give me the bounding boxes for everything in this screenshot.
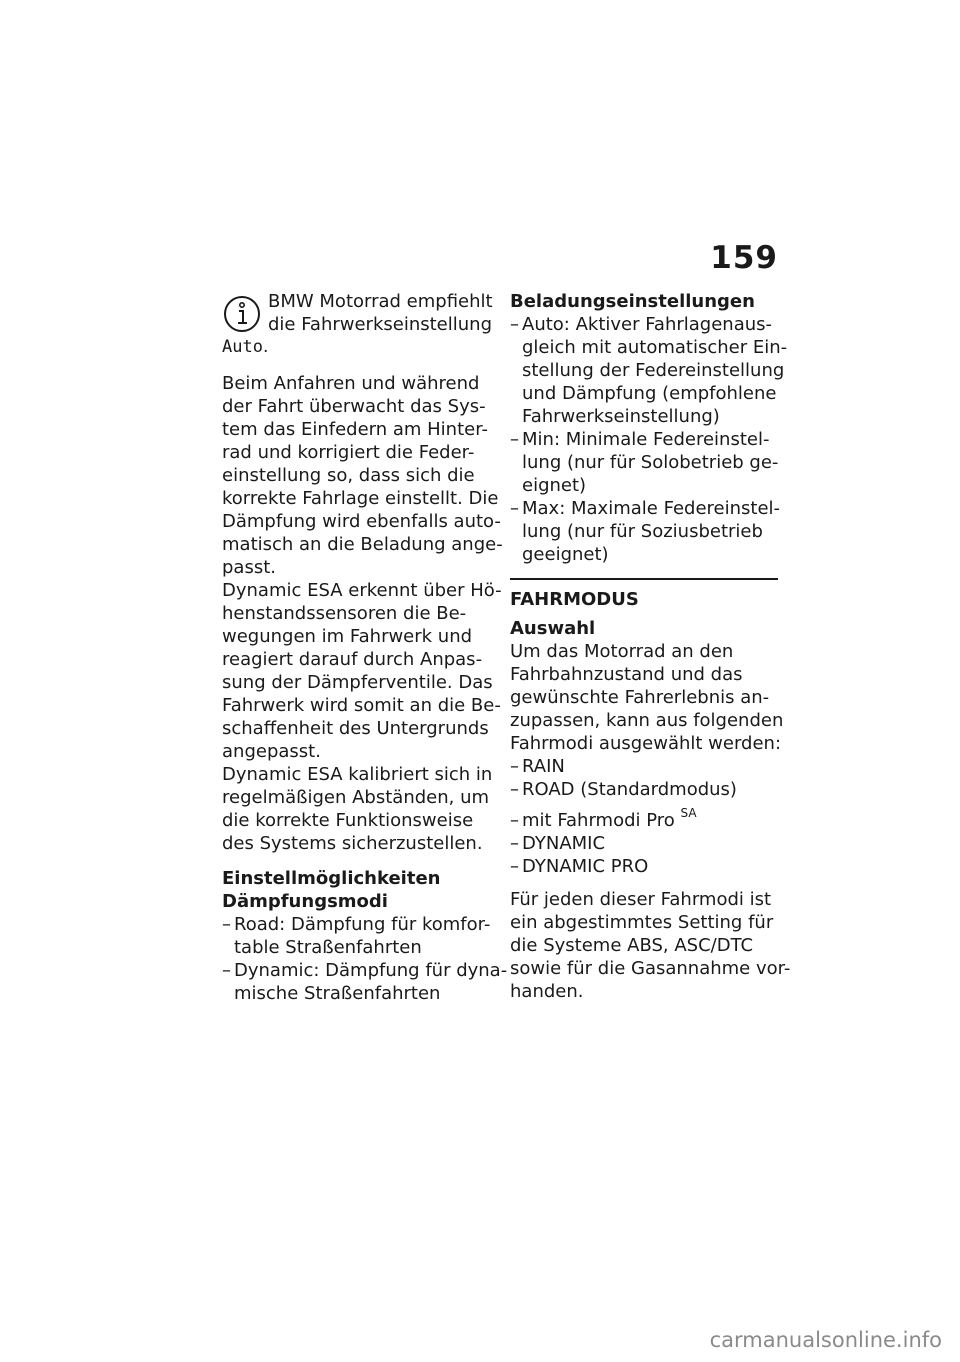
list-item — [222, 913, 490, 959]
pro-label: mit Fahrmodi Pro — [522, 810, 675, 831]
text-line: matisch an die Beladung ange- — [222, 534, 503, 555]
text-line: gleich mit automatischer Ein- — [522, 337, 788, 358]
dash: – — [510, 429, 519, 450]
text-line: tem das Einfedern am Hinter- — [222, 419, 488, 440]
text-line: Fahrbahnzustand und das — [510, 664, 743, 685]
dash: – — [510, 810, 519, 831]
dash: – — [510, 856, 519, 877]
text-line: DYNAMIC — [522, 833, 606, 854]
code-text: Auto — [222, 337, 263, 357]
list-item — [510, 313, 788, 428]
text-line: rad und korrigiert die Feder- — [222, 442, 475, 463]
dash: – — [222, 960, 231, 981]
text-line: korrekte Fahrlage einstellt. Die — [222, 488, 499, 509]
text-line: ein abgestimmtes Setting für — [510, 912, 774, 933]
list-item — [510, 497, 781, 566]
dash: – — [510, 756, 519, 777]
text-line: die korrekte Funktionsweise — [222, 810, 474, 831]
note-line: BMW Motorrad empfiehlt — [268, 291, 493, 312]
paragraph — [510, 888, 791, 1003]
text-line: stellung der Federeinstellung — [522, 360, 785, 381]
dash: – — [510, 833, 519, 854]
info-note — [222, 290, 493, 362]
paragraph — [222, 579, 502, 763]
list-item — [222, 959, 508, 1005]
text-line: Fahrwerkseinstellung) — [522, 406, 720, 427]
heading-damping-modes: Dämpfungsmodi — [222, 891, 388, 912]
list-item — [510, 428, 778, 497]
list-item — [510, 832, 778, 855]
text-line: Min: Minimale Federeinstel- — [522, 429, 770, 450]
text-line: handen. — [510, 981, 584, 1002]
text-line: des Systems sicherzustellen. — [222, 833, 483, 854]
text-line: die Systeme ABS, ASC/DTC — [510, 935, 754, 956]
text-line: Für jeden dieser Fahrmodi ist — [510, 889, 772, 910]
text-line: table Straßenfahrten — [234, 937, 422, 958]
section-divider — [510, 578, 778, 580]
paragraph — [510, 640, 784, 755]
text-line: Um das Motorrad an den — [510, 641, 734, 662]
dash: – — [222, 914, 231, 935]
text-line: lung (nur für Solobetrieb ge- — [522, 452, 779, 473]
text-line: regelmäßigen Abständen, um — [222, 787, 490, 808]
list-item — [510, 806, 778, 832]
sub-title: Auswahl — [510, 618, 596, 639]
text-line: der Fahrt überwacht das Sys- — [222, 396, 486, 417]
text-line: wegungen im Fahrwerk und — [222, 626, 473, 647]
dash: – — [510, 779, 519, 800]
text-line: reagiert darauf durch Anpas- — [222, 649, 483, 670]
text-line: einstellung so, dass sich die — [222, 465, 475, 486]
list-item — [510, 855, 778, 878]
text-line: ROAD (Standardmodus) — [522, 779, 737, 800]
text-line: Dämpfung wird ebenfalls auto- — [222, 511, 501, 532]
text-line: und Dämpfung (empfohlene — [522, 383, 777, 404]
text-line: eignet) — [522, 475, 587, 496]
text-line: mische Straßenfahrten — [234, 983, 441, 1004]
text-line: passt. — [222, 557, 276, 578]
text-line: Dynamic ESA kalibriert sich in — [222, 764, 493, 785]
text-line: Fahrmodi ausgewählt werden: — [510, 733, 782, 754]
note-period: . — [262, 337, 269, 357]
text-line: geeignet) — [522, 544, 609, 565]
dash: – — [510, 498, 519, 519]
watermark: carmanualsonline.info — [709, 1328, 942, 1352]
text-line: gewünschte Fahrerlebnis an- — [510, 687, 770, 708]
list-item — [510, 755, 778, 778]
text-line: sung der Dämpferventile. Das — [222, 672, 493, 693]
dash: – — [510, 314, 519, 335]
right-column — [510, 290, 791, 1003]
info-icon — [222, 294, 262, 334]
note-line-code — [222, 336, 268, 359]
text-line: Dynamic: Dämpfung für dyna- — [234, 960, 508, 981]
sa-superscript: SA — [680, 806, 697, 820]
text-line: Fahrwerk wird somit an die Be- — [222, 695, 501, 716]
text-line: Road: Dämpfung für komfor- — [234, 914, 491, 935]
text-line: DYNAMIC PRO — [522, 856, 649, 877]
text-line: henstandssensoren die Be- — [222, 603, 467, 624]
text-line: sowie für die Gasannahme vor- — [510, 958, 791, 979]
text-line: schaffenheit des Untergrunds — [222, 718, 489, 739]
heading-load-settings: Beladungseinstellungen — [510, 291, 755, 312]
section-title: FAHRMODUS — [510, 589, 639, 610]
list-item — [510, 778, 778, 801]
text-line: Auto: Aktiver Fahrlagenaus- — [522, 314, 773, 335]
text-line: angepasst. — [222, 741, 321, 762]
text-line — [522, 806, 778, 832]
page-number: 159 — [710, 240, 778, 276]
heading-settings: Einstellmöglichkeiten — [222, 868, 441, 889]
note-line: die Fahrwerkseinstellung — [268, 314, 492, 335]
text-line: RAIN — [522, 756, 565, 777]
paragraph — [222, 372, 503, 579]
text-line: Max: Maximale Federeinstel- — [522, 498, 781, 519]
text-line: Beim Anfahren und während — [222, 373, 480, 394]
text-line: lung (nur für Soziusbetrieb — [522, 521, 763, 542]
left-column — [222, 290, 508, 1005]
paragraph — [222, 763, 493, 855]
text-line: Dynamic ESA erkennt über Hö- — [222, 580, 502, 601]
text-line: zupassen, kann aus folgenden — [510, 710, 784, 731]
